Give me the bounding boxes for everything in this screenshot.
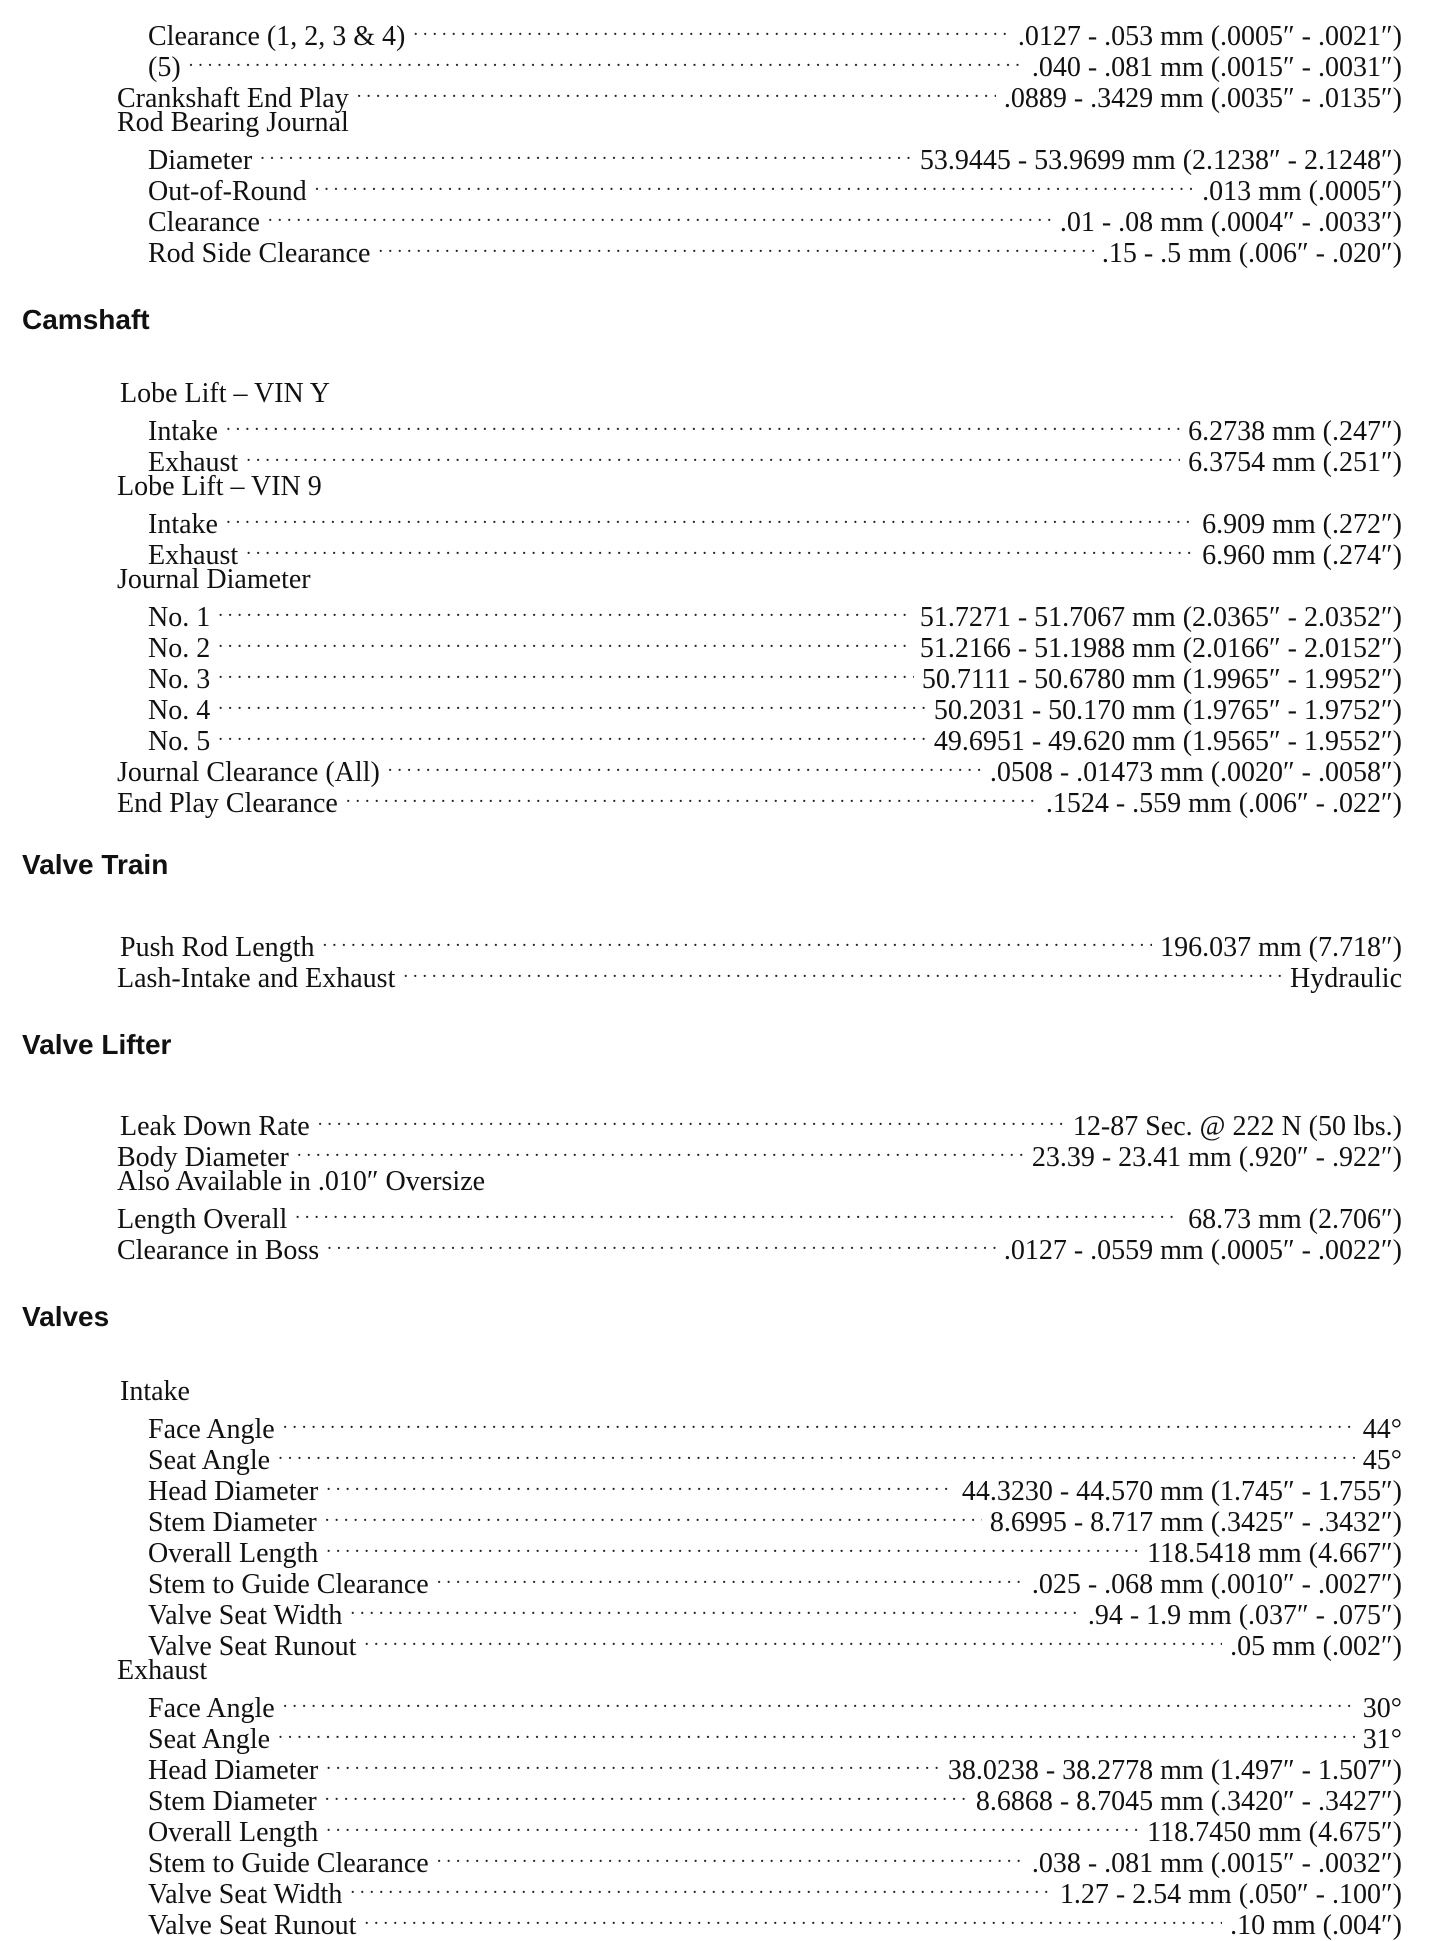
spec-label: (5) [148, 52, 181, 83]
spec-row [117, 76, 1402, 114]
spec-row [148, 657, 1402, 695]
spec-label: Stem Diameter [148, 1507, 317, 1538]
spec-label: Lobe Lift – VIN Y [120, 378, 330, 409]
spec-label: Valve Seat Width [148, 1600, 343, 1631]
dot-leader [388, 750, 982, 781]
spec-label: Journal Diameter [117, 564, 311, 595]
spec-value: .0889 - .3429 mm (.0035″ - .0135″) [1003, 83, 1402, 114]
spec-row [148, 1531, 1402, 1569]
spec-value: 38.0238 - 38.2778 mm (1.497″ - 1.507″) [947, 1755, 1402, 1786]
spec-row [148, 1686, 1402, 1724]
spec-value: 12-87 Sec. @ 222 N (50 lbs.) [1072, 1111, 1402, 1142]
spec-value: 8.6995 - 8.717 mm (.3425″ - .3432″) [989, 1507, 1402, 1538]
dot-leader [326, 1469, 954, 1500]
spec-label: Seat Angle [148, 1724, 271, 1755]
section-heading: Valves [22, 1301, 110, 1332]
spec-value: 44° [1362, 1414, 1402, 1445]
spec-label: Crankshaft End Play [117, 83, 349, 114]
spec-value: 118.5418 mm (4.667″) [1147, 1538, 1402, 1569]
dot-leader [378, 231, 1093, 262]
spec-group-label [117, 107, 349, 138]
dot-leader [413, 14, 1009, 45]
dot-leader [403, 956, 1282, 987]
spec-label: End Play Clearance [117, 788, 338, 819]
spec-label: Leak Down Rate [120, 1111, 310, 1142]
spec-value: 6.3754 mm (.251″) [1188, 447, 1402, 478]
dot-leader [283, 1686, 1355, 1717]
spec-value: 6.2738 mm (.247″) [1188, 416, 1402, 447]
dot-leader [218, 657, 914, 688]
spec-row [148, 200, 1402, 238]
spec-label: Push Rod Length [120, 932, 315, 963]
spec-value: 30° [1362, 1693, 1402, 1724]
dot-leader [364, 1624, 1222, 1655]
spec-row [148, 440, 1402, 478]
spec-label: Face Angle [148, 1414, 275, 1445]
spec-label: Seat Angle [148, 1445, 271, 1476]
spec-row [117, 1228, 1402, 1266]
spec-value: .01 - .08 mm (.0004″ - .0033″) [1059, 207, 1402, 238]
spec-row [148, 1562, 1402, 1600]
spec-row [117, 1135, 1402, 1173]
spec-label: Intake [148, 509, 218, 540]
spec-row [148, 1841, 1402, 1879]
spec-label: Overall Length [148, 1538, 319, 1569]
dot-leader [226, 502, 1194, 533]
spec-row [148, 1903, 1402, 1941]
spec-row [148, 169, 1402, 207]
spec-group-label [120, 1376, 190, 1407]
spec-value: .013 mm (.0005″) [1202, 176, 1402, 207]
spec-value: Hydraulic [1290, 963, 1402, 994]
spec-row [148, 688, 1402, 726]
spec-label: Out-of-Round [148, 176, 307, 207]
spec-group-label [117, 1655, 207, 1686]
spec-row [120, 925, 1402, 963]
section-heading: Valve Train [22, 849, 169, 880]
dot-leader [218, 626, 912, 657]
dot-leader [189, 45, 1024, 76]
spec-row [148, 1500, 1402, 1538]
spec-label: Body Diameter [117, 1142, 289, 1173]
dot-leader [326, 1531, 1139, 1562]
spec-group-label [117, 564, 311, 595]
spec-label: Intake [120, 1376, 190, 1407]
spec-label: Head Diameter [148, 1476, 319, 1507]
dot-leader [327, 1228, 996, 1259]
dot-leader [295, 1197, 1180, 1228]
spec-label: Clearance [148, 207, 260, 238]
spec-row [117, 781, 1402, 819]
spec-value: .05 mm (.002″) [1230, 1631, 1402, 1662]
spec-value: .038 - .081 mm (.0015″ - .0032″) [1031, 1848, 1402, 1879]
dot-leader [437, 1562, 1024, 1593]
spec-label: Head Diameter [148, 1755, 319, 1786]
spec-row [148, 1779, 1402, 1817]
dot-leader [325, 1779, 968, 1810]
spec-row [148, 719, 1402, 757]
spec-value: 51.7271 - 51.7067 mm (2.0365″ - 2.0352″) [919, 602, 1402, 633]
spec-value: 118.7450 mm (4.675″) [1147, 1817, 1402, 1848]
spec-label: No. 2 [148, 633, 211, 664]
spec-label: Clearance in Boss [117, 1235, 320, 1266]
spec-group-label [120, 378, 330, 409]
section-heading: Valve Lifter [22, 1029, 172, 1060]
spec-row [148, 1469, 1402, 1507]
spec-value: 50.7111 - 50.6780 mm (1.9965″ - 1.9952″) [921, 664, 1402, 695]
spec-label: No. 1 [148, 602, 211, 633]
spec-label: Valve Seat Runout [148, 1631, 357, 1662]
spec-row [117, 956, 1402, 994]
spec-label: Stem to Guide Clearance [148, 1848, 429, 1879]
spec-value: .0508 - .01473 mm (.0020″ - .0058″) [989, 757, 1402, 788]
dot-leader [278, 1717, 1355, 1748]
spec-row [148, 1872, 1402, 1910]
spec-value: 8.6868 - 8.7045 mm (.3420″ - .3427″) [975, 1786, 1402, 1817]
spec-row [117, 750, 1402, 788]
spec-label: Rod Bearing Journal [117, 107, 349, 138]
dot-leader [278, 1438, 1355, 1469]
dot-leader [326, 1810, 1139, 1841]
spec-row [148, 595, 1402, 633]
spec-row [117, 1197, 1402, 1235]
spec-row [148, 138, 1402, 176]
spec-value: .15 - .5 mm (.006″ - .020″) [1101, 238, 1402, 269]
spec-value: .1524 - .559 mm (.006″ - .022″) [1045, 788, 1402, 819]
dot-leader [357, 76, 996, 107]
spec-group-label [117, 1166, 485, 1197]
spec-label: Also Available in .010″ Oversize [117, 1166, 486, 1197]
spec-value: .94 - 1.9 mm (.037″ - .075″) [1087, 1600, 1402, 1631]
dot-leader [297, 1135, 1024, 1166]
spec-row [148, 533, 1402, 571]
dot-leader [325, 1500, 982, 1531]
spec-value: .10 mm (.004″) [1230, 1910, 1402, 1941]
spec-label: Lash-Intake and Exhaust [117, 963, 396, 994]
spec-label: Rod Side Clearance [148, 238, 371, 269]
spec-row [148, 1593, 1402, 1631]
spec-label: Length Overall [117, 1204, 288, 1235]
dot-leader [322, 925, 1152, 956]
spec-label: Stem Diameter [148, 1786, 317, 1817]
spec-label: No. 4 [148, 695, 211, 726]
spec-value: 196.037 mm (7.718″) [1160, 932, 1402, 963]
spec-label: Face Angle [148, 1693, 275, 1724]
spec-label: Exhaust [148, 447, 239, 478]
spec-row [148, 45, 1402, 83]
spec-value: 6.960 mm (.274″) [1202, 540, 1402, 571]
spec-label: Valve Seat Runout [148, 1910, 357, 1941]
spec-label: Valve Seat Width [148, 1879, 343, 1910]
spec-row [148, 1438, 1402, 1476]
spec-row [148, 231, 1402, 269]
spec-value: .0127 - .053 mm (.0005″ - .0021″) [1017, 21, 1402, 52]
dot-leader [226, 409, 1180, 440]
dot-leader [364, 1903, 1222, 1934]
spec-value: 45° [1362, 1445, 1402, 1476]
dot-leader [346, 781, 1038, 812]
spec-value: 49.6951 - 49.620 mm (1.9565″ - 1.9552″) [933, 726, 1402, 757]
spec-value: 44.3230 - 44.570 mm (1.745″ - 1.755″) [961, 1476, 1402, 1507]
dot-leader [326, 1748, 940, 1779]
spec-row [148, 1810, 1402, 1848]
dot-leader [246, 440, 1180, 471]
spec-group-label [117, 471, 322, 502]
spec-label: Clearance (1, 2, 3 & 4) [148, 21, 406, 52]
spec-label: Diameter [148, 145, 253, 176]
spec-label: Overall Length [148, 1817, 319, 1848]
spec-row [148, 14, 1402, 52]
spec-value: 51.2166 - 51.1988 mm (2.0166″ - 2.0152″) [919, 633, 1402, 664]
spec-value: .040 - .081 mm (.0015″ - .0031″) [1031, 52, 1402, 83]
spec-label: Exhaust [148, 540, 239, 571]
spec-value: 50.2031 - 50.170 mm (1.9765″ - 1.9752″) [933, 695, 1402, 726]
spec-label: Stem to Guide Clearance [148, 1569, 429, 1600]
spec-label: Exhaust [117, 1655, 208, 1686]
spec-row [148, 1717, 1402, 1755]
dot-leader [315, 169, 1194, 200]
dot-leader [350, 1872, 1051, 1903]
spec-value: 53.9445 - 53.9699 mm (2.1238″ - 2.1248″) [919, 145, 1402, 176]
dot-leader [218, 719, 926, 750]
spec-label: Intake [148, 416, 218, 447]
dot-leader [218, 688, 926, 719]
spec-value: 1.27 - 2.54 mm (.050″ - .100″) [1059, 1879, 1402, 1910]
spec-value: .025 - .068 mm (.0010″ - .0027″) [1031, 1569, 1402, 1600]
dot-leader [437, 1841, 1024, 1872]
spec-value: 31° [1362, 1724, 1402, 1755]
spec-value: 6.909 mm (.272″) [1202, 509, 1402, 540]
dot-leader [350, 1593, 1079, 1624]
spec-label: Lobe Lift – VIN 9 [117, 471, 322, 502]
spec-value: 23.39 - 23.41 mm (.920″ - .922″) [1031, 1142, 1402, 1173]
spec-row [148, 626, 1402, 664]
spec-label: Journal Clearance (All) [117, 757, 380, 788]
spec-value: 68.73 mm (2.706″) [1188, 1204, 1402, 1235]
dot-leader [218, 595, 912, 626]
spec-row [148, 1748, 1402, 1786]
dot-leader [246, 533, 1194, 564]
spec-label: No. 5 [148, 726, 211, 757]
dot-leader [283, 1407, 1355, 1438]
dot-leader [268, 200, 1052, 231]
spec-label: No. 3 [148, 664, 211, 695]
section-heading: Camshaft [22, 304, 150, 335]
spec-value: .0127 - .0559 mm (.0005″ - .0022″) [1003, 1235, 1402, 1266]
spec-row [148, 502, 1402, 540]
spec-row [120, 1104, 1402, 1142]
spec-row [148, 1624, 1402, 1662]
dot-leader [260, 138, 912, 169]
spec-row [148, 409, 1402, 447]
spec-row [148, 1407, 1402, 1445]
dot-leader [318, 1104, 1065, 1135]
